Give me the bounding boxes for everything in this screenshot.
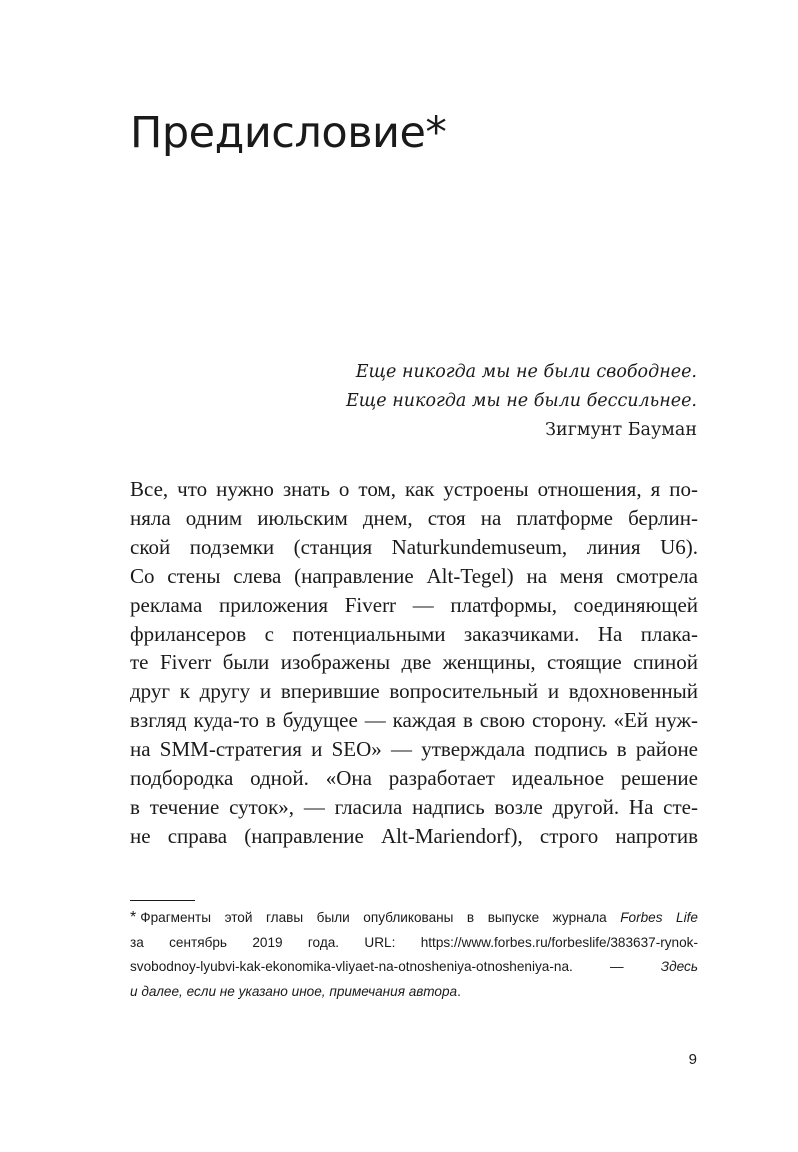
footnote-line (130, 980, 698, 1005)
body-line: ской подземки (станция Naturkundemuseum, линия U6). (130, 534, 698, 559)
epigraph-line: Еще никогда мы не были свободнее. (355, 362, 697, 382)
body-line: взгляд куда-то в будущее — каждая в свою сторону. «Ей нуж- (130, 708, 698, 733)
body-line: те Fiverr были изображены две женщины, стоящие спиной (130, 650, 698, 675)
epigraph-author: Зигмунт Бауман (545, 420, 697, 440)
epigraph (346, 358, 697, 445)
body-line: Все, что нужно знать о том, как устроены отношения, я по- (130, 477, 698, 501)
footnote-marker: * (130, 909, 137, 926)
epigraph-line: Еще никогда мы не были бессильнее. (346, 391, 697, 411)
footnote-note: и далее, если не указано иное, примечания автора (130, 983, 458, 999)
footnote-url-tail: svobodnoy-lyubvi-kak-ekonomika-vliyaet-na-otnosheniya-otnosheniya-na. — (130, 959, 624, 975)
footnote-period: . (457, 983, 461, 999)
body-line: няла одним июльским днем, стоя на платформе берлин- (130, 505, 698, 530)
body-line: на SMM-стратегия и SEO» — утверждала подпись в районе (130, 737, 698, 762)
footnote-text: Фрагменты этой главы были опубликованы в выпуске журнала (140, 910, 607, 925)
body-line: друг к другу и вперившие вопросительный и вдохновенный (130, 679, 698, 704)
footnote-line (130, 906, 698, 931)
body-paragraph (130, 475, 698, 851)
page-number: 9 (688, 1051, 697, 1068)
body-line: не справа (направление Alt-Mariendorf), строго напротив (130, 823, 698, 848)
footnote-line (130, 955, 698, 980)
body-line: фрилансеров с потенциальными заказчиками. На плака- (130, 621, 698, 646)
footnote-note: Здесь (660, 959, 698, 975)
body-line: в течение суток», — гласила надпись возле другой. На сте- (130, 794, 698, 819)
footnote (130, 906, 698, 1004)
footnote-line: за сентябрь 2019 года. URL: https://www.forbes.ru/forbeslife/383637-rynok- (130, 934, 698, 950)
body-line: реклама приложения Fiverr — платформы, соединяющей (130, 592, 698, 617)
footnote-journal-name: Forbes Life (620, 910, 698, 925)
body-line: Со стены слева (направление Alt-Tegel) на меня смотрела (130, 563, 698, 588)
chapter-title: Предисловие* (130, 108, 447, 158)
body-line: подбородка одной. «Она разработает идеальное решение (130, 766, 698, 791)
footnote-divider (130, 900, 195, 901)
